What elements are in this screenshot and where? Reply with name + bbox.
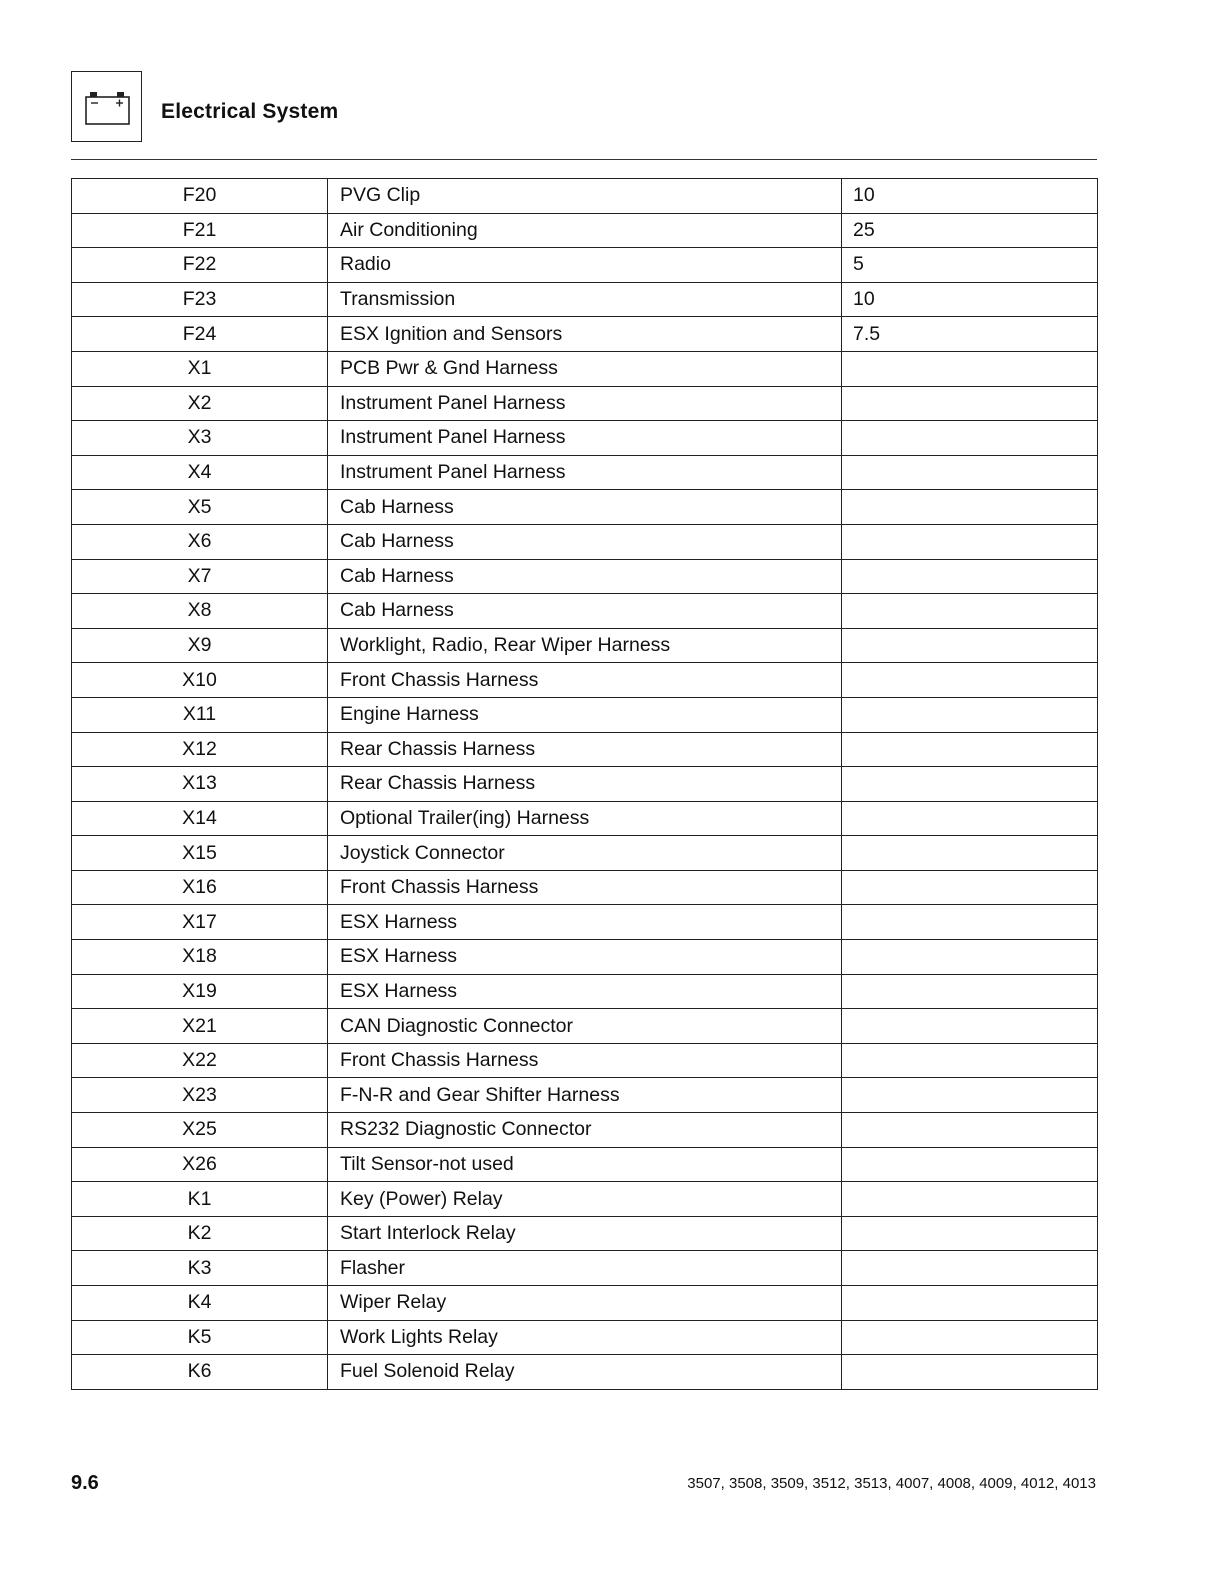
- description-cell: Cab Harness: [328, 524, 842, 559]
- table-row: [72, 905, 1098, 940]
- rating-cell: [842, 767, 1098, 802]
- description-cell: Front Chassis Harness: [328, 1043, 842, 1078]
- table-row: [72, 801, 1098, 836]
- rating-cell: [842, 386, 1098, 421]
- code-cell: X9: [72, 628, 328, 663]
- description-cell: Air Conditioning: [328, 213, 842, 248]
- code-cell: F23: [72, 282, 328, 317]
- code-cell: X15: [72, 836, 328, 871]
- table-row: [72, 940, 1098, 975]
- description-cell: Instrument Panel Harness: [328, 455, 842, 490]
- description-cell: Front Chassis Harness: [328, 870, 842, 905]
- table-row: [72, 213, 1098, 248]
- table-row: [72, 559, 1098, 594]
- table-row: [72, 628, 1098, 663]
- description-cell: RS232 Diagnostic Connector: [328, 1113, 842, 1148]
- code-cell: F24: [72, 317, 328, 352]
- table-row: [72, 974, 1098, 1009]
- description-cell: ESX Harness: [328, 940, 842, 975]
- code-cell: K1: [72, 1182, 328, 1217]
- table-row: [72, 1251, 1098, 1286]
- description-cell: Tilt Sensor-not used: [328, 1147, 842, 1182]
- table-row: [72, 836, 1098, 871]
- table-row: [72, 1113, 1098, 1148]
- table-row: [72, 1320, 1098, 1355]
- description-cell: Front Chassis Harness: [328, 663, 842, 698]
- description-cell: Radio: [328, 248, 842, 283]
- code-cell: X11: [72, 697, 328, 732]
- rating-cell: [842, 870, 1098, 905]
- table-row: [72, 1078, 1098, 1113]
- description-cell: Transmission: [328, 282, 842, 317]
- section-icon-box: [71, 71, 142, 142]
- description-cell: Rear Chassis Harness: [328, 767, 842, 802]
- code-cell: X18: [72, 940, 328, 975]
- code-cell: X16: [72, 870, 328, 905]
- table-row: [72, 490, 1098, 525]
- code-cell: X5: [72, 490, 328, 525]
- description-cell: Instrument Panel Harness: [328, 386, 842, 421]
- description-cell: Cab Harness: [328, 594, 842, 629]
- code-cell: X17: [72, 905, 328, 940]
- rating-cell: [842, 836, 1098, 871]
- code-cell: X2: [72, 386, 328, 421]
- description-cell: PCB Pwr & Gnd Harness: [328, 351, 842, 386]
- rating-cell: [842, 628, 1098, 663]
- table-row: [72, 1216, 1098, 1251]
- description-cell: Instrument Panel Harness: [328, 421, 842, 456]
- table-row: [72, 351, 1098, 386]
- header-divider: [71, 159, 1097, 160]
- code-cell: X25: [72, 1113, 328, 1148]
- code-cell: K6: [72, 1355, 328, 1390]
- description-cell: ESX Harness: [328, 905, 842, 940]
- code-cell: X14: [72, 801, 328, 836]
- rating-cell: [842, 351, 1098, 386]
- rating-cell: [842, 490, 1098, 525]
- page-number: 9.6: [71, 1472, 99, 1494]
- table-row: [72, 1286, 1098, 1321]
- table-row: [72, 1182, 1098, 1217]
- description-cell: PVG Clip: [328, 179, 842, 214]
- description-cell: Engine Harness: [328, 697, 842, 732]
- description-cell: Joystick Connector: [328, 836, 842, 871]
- code-cell: X21: [72, 1009, 328, 1044]
- table-row: [72, 697, 1098, 732]
- rating-cell: [842, 974, 1098, 1009]
- description-cell: Wiper Relay: [328, 1286, 842, 1321]
- rating-cell: [842, 1251, 1098, 1286]
- table-row: [72, 767, 1098, 802]
- code-cell: X7: [72, 559, 328, 594]
- component-table-body: [72, 179, 1098, 1390]
- description-cell: Rear Chassis Harness: [328, 732, 842, 767]
- rating-cell: [842, 421, 1098, 456]
- description-cell: Cab Harness: [328, 490, 842, 525]
- table-row: [72, 317, 1098, 352]
- rating-cell: [842, 1043, 1098, 1078]
- rating-cell: [842, 594, 1098, 629]
- code-cell: F20: [72, 179, 328, 214]
- code-cell: X26: [72, 1147, 328, 1182]
- battery-icon: [72, 72, 143, 143]
- rating-cell: [842, 1355, 1098, 1390]
- code-cell: X3: [72, 421, 328, 456]
- table-row: [72, 594, 1098, 629]
- component-table: [71, 178, 1098, 1390]
- rating-cell: [842, 1147, 1098, 1182]
- table-row: [72, 1147, 1098, 1182]
- table-row: [72, 455, 1098, 490]
- description-cell: Optional Trailer(ing) Harness: [328, 801, 842, 836]
- code-cell: K3: [72, 1251, 328, 1286]
- code-cell: X12: [72, 732, 328, 767]
- rating-cell: [842, 905, 1098, 940]
- code-cell: X13: [72, 767, 328, 802]
- code-cell: F22: [72, 248, 328, 283]
- description-cell: Cab Harness: [328, 559, 842, 594]
- table-row: [72, 421, 1098, 456]
- rating-cell: [842, 524, 1098, 559]
- table-row: [72, 248, 1098, 283]
- rating-cell: 7.5: [842, 317, 1098, 352]
- table-row: [72, 1043, 1098, 1078]
- code-cell: X8: [72, 594, 328, 629]
- rating-cell: [842, 1286, 1098, 1321]
- table-row: [72, 732, 1098, 767]
- code-cell: X6: [72, 524, 328, 559]
- table-row: [72, 1355, 1098, 1390]
- description-cell: ESX Ignition and Sensors: [328, 317, 842, 352]
- rating-cell: [842, 1182, 1098, 1217]
- code-cell: K5: [72, 1320, 328, 1355]
- section-title: Electrical System: [161, 100, 339, 123]
- rating-cell: [842, 1009, 1098, 1044]
- description-cell: Fuel Solenoid Relay: [328, 1355, 842, 1390]
- rating-cell: 10: [842, 282, 1098, 317]
- description-cell: Key (Power) Relay: [328, 1182, 842, 1217]
- table-row: [72, 524, 1098, 559]
- code-cell: F21: [72, 213, 328, 248]
- rating-cell: 5: [842, 248, 1098, 283]
- description-cell: F-N-R and Gear Shifter Harness: [328, 1078, 842, 1113]
- rating-cell: 25: [842, 213, 1098, 248]
- code-cell: K4: [72, 1286, 328, 1321]
- rating-cell: [842, 1216, 1098, 1251]
- rating-cell: [842, 1078, 1098, 1113]
- table-row: [72, 179, 1098, 214]
- table-row: [72, 1009, 1098, 1044]
- code-cell: K2: [72, 1216, 328, 1251]
- rating-cell: 10: [842, 179, 1098, 214]
- code-cell: X1: [72, 351, 328, 386]
- rating-cell: [842, 559, 1098, 594]
- code-cell: X19: [72, 974, 328, 1009]
- code-cell: X23: [72, 1078, 328, 1113]
- code-cell: X10: [72, 663, 328, 698]
- table-row: [72, 663, 1098, 698]
- rating-cell: [842, 697, 1098, 732]
- description-cell: Worklight, Radio, Rear Wiper Harness: [328, 628, 842, 663]
- code-cell: X22: [72, 1043, 328, 1078]
- model-list: 3507, 3508, 3509, 3512, 3513, 4007, 4008, 4009, 4012, 4013: [687, 1475, 1096, 1492]
- description-cell: CAN Diagnostic Connector: [328, 1009, 842, 1044]
- code-cell: X4: [72, 455, 328, 490]
- rating-cell: [842, 663, 1098, 698]
- description-cell: Flasher: [328, 1251, 842, 1286]
- rating-cell: [842, 732, 1098, 767]
- table-row: [72, 386, 1098, 421]
- rating-cell: [842, 1320, 1098, 1355]
- table-row: [72, 870, 1098, 905]
- rating-cell: [842, 940, 1098, 975]
- description-cell: ESX Harness: [328, 974, 842, 1009]
- rating-cell: [842, 1113, 1098, 1148]
- description-cell: Work Lights Relay: [328, 1320, 842, 1355]
- description-cell: Start Interlock Relay: [328, 1216, 842, 1251]
- table-row: [72, 282, 1098, 317]
- rating-cell: [842, 801, 1098, 836]
- rating-cell: [842, 455, 1098, 490]
